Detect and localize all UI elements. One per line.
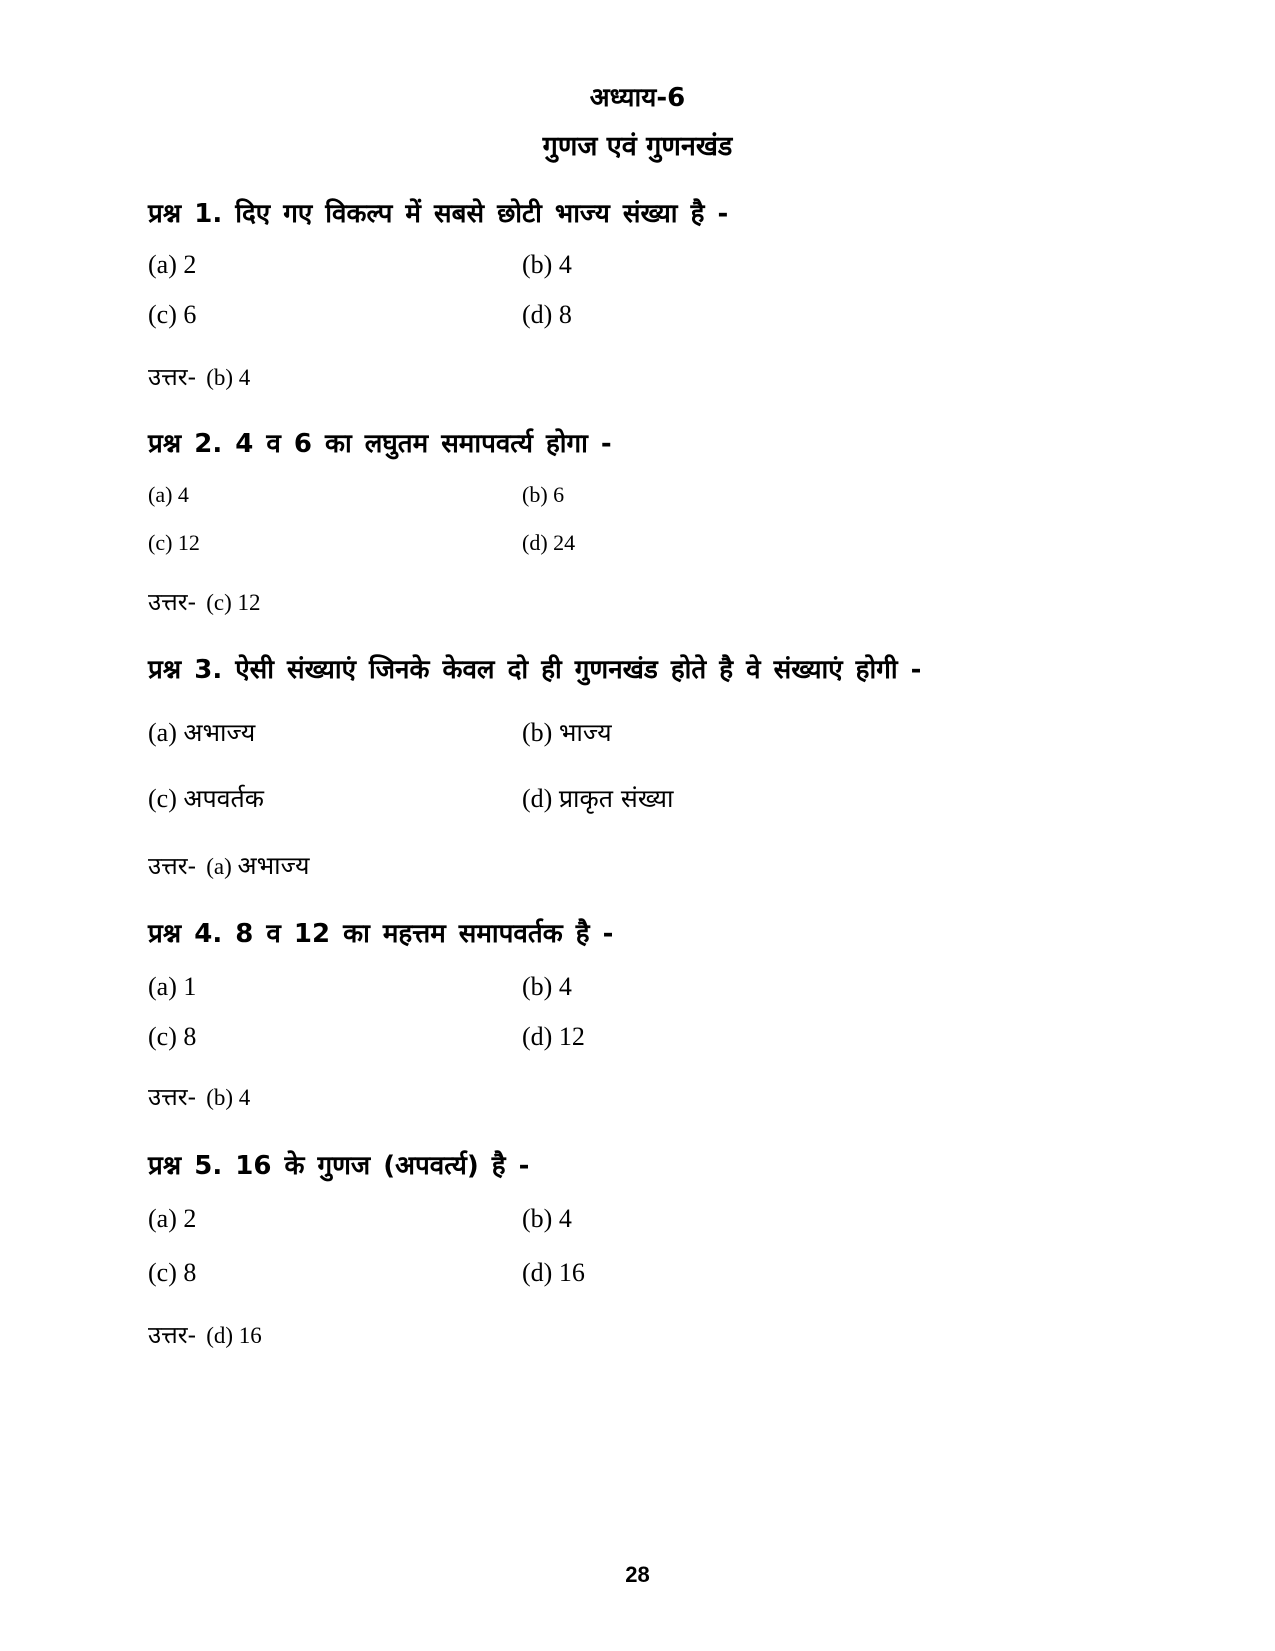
question-4-text: प्रश्न 4. 8 व 12 का महत्तम समापवर्तक है - (148, 919, 614, 949)
question-5-answer: उत्तर- (d) 16 (148, 1321, 262, 1349)
question-1-option-d: (d) 8 (522, 300, 572, 329)
question-3-text: प्रश्न 3. ऐसी संख्याएं जिनके केवल दो ही गुणनखंड होते है वे संख्याएं होगी - (148, 655, 922, 685)
question-2-option-a: (a) 4 (148, 482, 189, 507)
question-3-answer: उत्तर- (a) अभाज्य (148, 851, 310, 880)
question-4-option-a: (a) 1 (148, 972, 197, 1001)
question-1-option-c: (c) 6 (148, 300, 197, 329)
question-1-option-a: (a) 2 (148, 250, 197, 279)
question-5-text: प्रश्न 5. 16 के गुणज (अपवर्त्य) है - (148, 1151, 530, 1181)
question-3-option-c: (c) अपवर्तक (148, 784, 265, 813)
chapter-number: अध्याय-6 (589, 83, 686, 113)
question-2-option-b: (b) 6 (522, 482, 565, 507)
question-2-option-d: (d) 24 (522, 530, 576, 555)
page-number: 28 (625, 1562, 650, 1587)
question-5-option-d: (d) 16 (522, 1258, 585, 1287)
question-5-option-c: (c) 8 (148, 1258, 197, 1287)
question-1-option-b: (b) 4 (522, 250, 572, 279)
question-5-option-a: (a) 2 (148, 1204, 197, 1233)
question-1-answer: उत्तर- (b) 4 (148, 363, 251, 391)
chapter-title: गुणज एवं गुणनखंड (542, 131, 733, 162)
question-4-answer: उत्तर- (b) 4 (148, 1083, 251, 1111)
question-4-option-d: (d) 12 (522, 1022, 585, 1051)
question-3-option-a: (a) अभाज्य (148, 718, 256, 747)
question-2-answer: उत्तर- (c) 12 (148, 588, 261, 616)
question-2-option-c: (c) 12 (148, 530, 200, 555)
question-3-option-b: (b) भाज्य (522, 718, 612, 747)
question-1-text: प्रश्न 1. दिए गए विकल्प में सबसे छोटी भाज्य संख्या है - (148, 199, 729, 229)
question-2-text: प्रश्न 2. 4 व 6 का लघुतम समापवर्त्य होगा - (148, 429, 612, 459)
question-5-option-b: (b) 4 (522, 1204, 572, 1233)
question-4-option-b: (b) 4 (522, 972, 572, 1001)
question-4-option-c: (c) 8 (148, 1022, 197, 1051)
question-3-option-d: (d) प्राकृत संख्या (522, 784, 674, 813)
